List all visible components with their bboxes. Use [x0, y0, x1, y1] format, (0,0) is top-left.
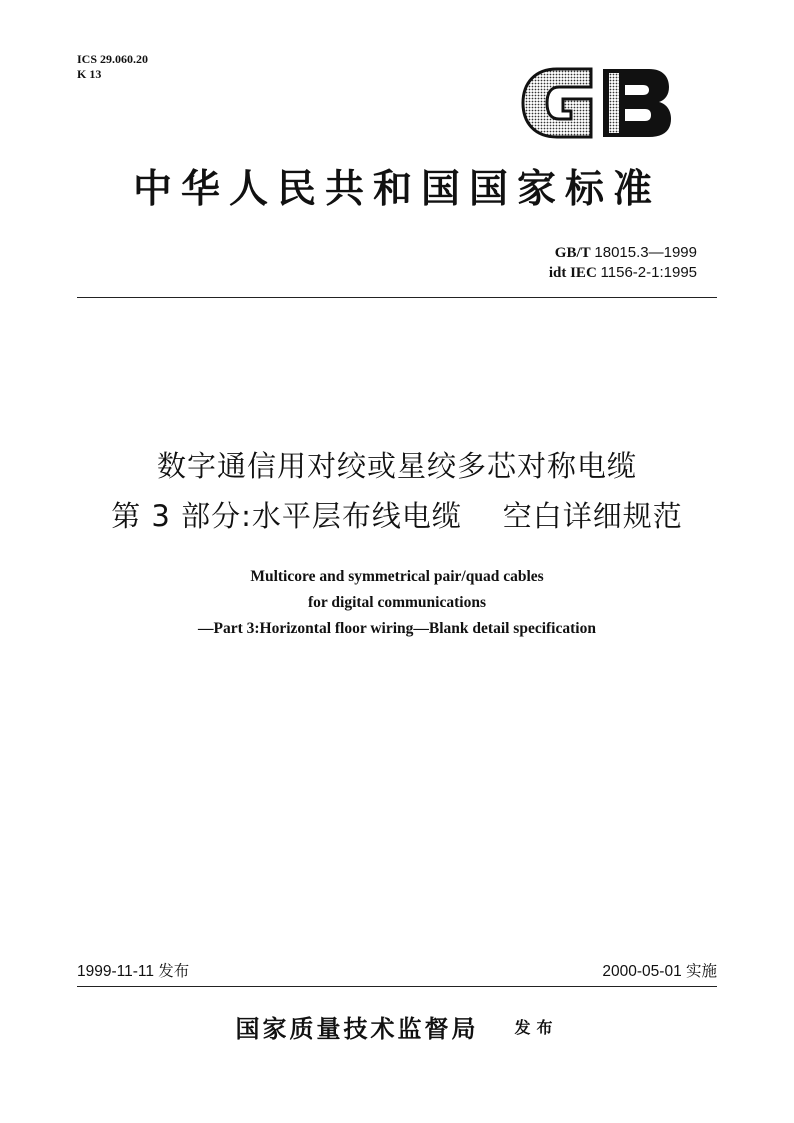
- ics-code: ICS 29.060.20: [77, 52, 149, 66]
- national-standard-title: 中华人民共和国国家标准: [132, 166, 661, 212]
- ccs-code: K 13: [77, 67, 102, 81]
- standard-number-line: [549, 243, 697, 263]
- publisher-name: 国家质量技术监督局: [235, 1014, 479, 1043]
- implementation-date: 2000-05-01 实施: [602, 963, 717, 980]
- footer-divider: [77, 986, 717, 987]
- title-en-line3: —Part 3:Horizontal floor wiring—Blank detail specification: [198, 620, 596, 637]
- classification-block: [77, 52, 148, 82]
- publisher: [0, 1010, 794, 1047]
- issue-date: 1999-11-11 发布: [77, 963, 190, 980]
- title-cn-line1: 数字通信用对绞或星绞多芯对称电缆: [156, 449, 637, 483]
- title-cn-line2: 第 3 部分:水平层布线电缆 空白详细规范: [111, 499, 683, 533]
- standard-number-value: 18015.3—1999: [594, 244, 697, 261]
- gb-logo-graphic: [519, 61, 675, 145]
- title-en-line2: for digital communications: [308, 594, 486, 611]
- publisher-suffix: 发布: [514, 1018, 559, 1037]
- idt-value: 1156-2-1:1995: [600, 264, 697, 281]
- title-en-line1: Multicore and symmetrical pair/quad cables: [250, 568, 544, 585]
- gb-logo: [519, 61, 675, 145]
- idt-prefix: idt IEC: [548, 265, 597, 281]
- idt-line: [549, 263, 697, 283]
- standard-number-prefix: GB/T: [554, 245, 591, 261]
- header-divider: [77, 297, 717, 298]
- standard-numbers: [549, 243, 697, 283]
- gb-logo-text: GB: [519, 61, 521, 62]
